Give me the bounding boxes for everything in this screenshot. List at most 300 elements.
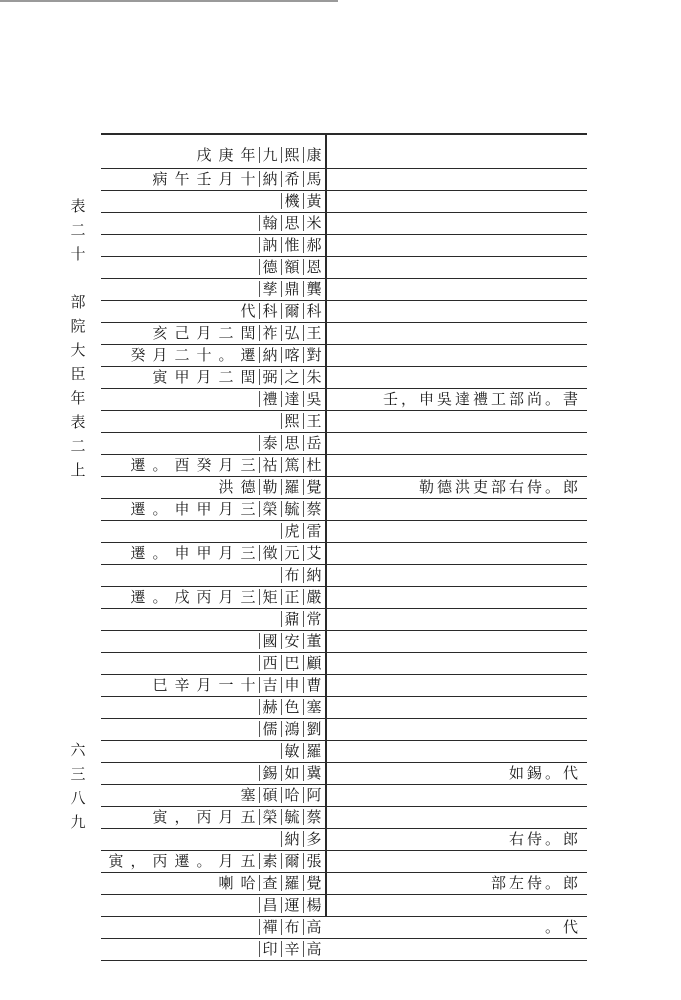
left-char: 甲 bbox=[196, 544, 212, 562]
right-cell bbox=[333, 322, 581, 344]
left-char: 虎 bbox=[281, 520, 303, 542]
right-cell bbox=[333, 498, 581, 520]
left-cell bbox=[101, 256, 325, 278]
left-char: 希 bbox=[281, 168, 303, 190]
side-char: 年 bbox=[70, 389, 86, 407]
left-char: 月 bbox=[218, 588, 234, 606]
left-char: 月 bbox=[218, 170, 234, 188]
left-cell bbox=[101, 762, 325, 784]
left-cell bbox=[101, 410, 325, 432]
left-char: 龔 bbox=[303, 278, 325, 300]
left-char: 德 bbox=[240, 478, 256, 496]
table-row bbox=[101, 718, 587, 740]
left-char: 納 bbox=[259, 168, 281, 190]
left-char: 常 bbox=[303, 608, 325, 630]
left-char: 丙 bbox=[152, 852, 168, 870]
table-row bbox=[101, 762, 587, 784]
left-char: 癸 bbox=[196, 456, 212, 474]
left-char: 禮 bbox=[259, 388, 281, 410]
left-char: 喀 bbox=[281, 344, 303, 366]
table-row bbox=[101, 608, 587, 630]
left-char: 甲 bbox=[196, 500, 212, 518]
left-char: 艾 bbox=[303, 542, 325, 564]
table-row bbox=[101, 916, 587, 938]
left-char: 查 bbox=[259, 872, 281, 894]
left-char: 閏 bbox=[240, 368, 256, 386]
left-char: 額 bbox=[281, 256, 303, 278]
table-row bbox=[101, 144, 587, 166]
left-cell bbox=[101, 674, 325, 696]
left-cell bbox=[101, 168, 325, 190]
left-char: 寅 bbox=[108, 852, 124, 870]
left-char: 馬 bbox=[303, 168, 325, 190]
left-char: 禪 bbox=[259, 916, 281, 938]
left-char: 寅 bbox=[152, 808, 168, 826]
left-char: 蔡 bbox=[303, 806, 325, 828]
table-row bbox=[101, 850, 587, 872]
left-char: 國 bbox=[259, 630, 281, 652]
left-char: 二 bbox=[174, 346, 190, 364]
table-row bbox=[101, 674, 587, 696]
side-char bbox=[66, 266, 90, 290]
left-cell bbox=[101, 344, 325, 366]
right-cell bbox=[333, 366, 581, 388]
left-char: 達 bbox=[281, 388, 303, 410]
left-char: 月 bbox=[218, 544, 234, 562]
left-char: 。 bbox=[196, 852, 212, 870]
right-cell bbox=[333, 674, 581, 696]
page-number-vertical bbox=[66, 738, 90, 834]
left-char: 納 bbox=[259, 344, 281, 366]
left-char: 翰 bbox=[259, 212, 281, 234]
side-char: 十 bbox=[70, 245, 86, 263]
left-char: 病 bbox=[152, 170, 168, 188]
left-char: 十 bbox=[240, 676, 256, 694]
left-char: 遷 bbox=[130, 456, 146, 474]
left-char: 遷 bbox=[174, 852, 190, 870]
table-row bbox=[101, 256, 587, 278]
table-row bbox=[101, 300, 587, 322]
left-char: 之 bbox=[281, 366, 303, 388]
side-char: 三 bbox=[70, 765, 86, 783]
left-cell bbox=[101, 498, 325, 520]
left-char: 運 bbox=[281, 894, 303, 916]
left-char: 二 bbox=[218, 368, 234, 386]
left-char: 毓 bbox=[281, 498, 303, 520]
left-cell bbox=[101, 300, 325, 322]
left-char: 康 bbox=[303, 144, 325, 166]
table-row bbox=[101, 784, 587, 806]
left-char: 正 bbox=[281, 586, 303, 608]
table-row bbox=[101, 212, 587, 234]
left-char: 鼎 bbox=[281, 278, 303, 300]
left-char: 董 bbox=[303, 630, 325, 652]
left-char: 科 bbox=[259, 300, 281, 322]
left-char: 冀 bbox=[303, 762, 325, 784]
left-char: 月 bbox=[152, 346, 168, 364]
left-char: 戌 bbox=[196, 145, 212, 164]
side-char: 八 bbox=[70, 789, 86, 807]
left-char: 洪 bbox=[218, 478, 234, 496]
left-char: 熙 bbox=[281, 144, 303, 166]
table-row bbox=[101, 740, 587, 762]
right-cell bbox=[333, 696, 581, 718]
left-char: 月 bbox=[218, 456, 234, 474]
left-char: 三 bbox=[240, 544, 256, 562]
left-char: 錫 bbox=[259, 762, 281, 784]
left-cell bbox=[101, 850, 325, 872]
left-char: 如 bbox=[281, 762, 303, 784]
left-char: 三 bbox=[240, 588, 256, 606]
left-char: 巴 bbox=[281, 652, 303, 674]
right-cell bbox=[333, 630, 581, 652]
right-cell bbox=[333, 894, 581, 916]
table-row bbox=[101, 806, 587, 828]
table-row bbox=[101, 344, 587, 366]
left-char: 印 bbox=[259, 938, 281, 960]
side-char: 表 bbox=[70, 413, 86, 431]
left-char: 機 bbox=[281, 190, 303, 212]
left-char: 戌 bbox=[174, 588, 190, 606]
left-char: 閏 bbox=[240, 324, 256, 342]
left-char: 遷 bbox=[240, 346, 256, 364]
table-row bbox=[101, 476, 587, 498]
left-cell bbox=[101, 366, 325, 388]
left-cell bbox=[101, 520, 325, 542]
left-char: 五 bbox=[240, 808, 256, 826]
left-char: 孳 bbox=[259, 278, 281, 300]
left-char: 徵 bbox=[259, 542, 281, 564]
left-char: 岳 bbox=[303, 432, 325, 454]
left-char: 塞 bbox=[240, 786, 256, 804]
left-char: 遷 bbox=[130, 588, 146, 606]
right-cell bbox=[333, 718, 581, 740]
left-char: 弼 bbox=[259, 366, 281, 388]
left-char: 鴻 bbox=[281, 718, 303, 740]
right-cell bbox=[333, 278, 581, 300]
right-cell bbox=[333, 344, 581, 366]
side-char: 二 bbox=[70, 437, 86, 455]
side-char: 部 bbox=[70, 293, 86, 311]
left-cell bbox=[101, 388, 325, 410]
left-char: 鼐 bbox=[281, 608, 303, 630]
right-cell: 部左侍。郎 bbox=[490, 874, 581, 892]
right-cell bbox=[333, 168, 581, 190]
left-cell bbox=[101, 564, 325, 586]
left-char: 丙 bbox=[196, 808, 212, 826]
left-cell bbox=[101, 476, 325, 498]
right-cell bbox=[333, 652, 581, 674]
left-char: 思 bbox=[281, 212, 303, 234]
left-char: 高 bbox=[303, 938, 325, 960]
left-char: 熙 bbox=[281, 410, 303, 432]
table-row bbox=[101, 520, 587, 542]
left-char: 塞 bbox=[303, 696, 325, 718]
left-cell bbox=[101, 212, 325, 234]
left-char: 勒 bbox=[259, 476, 281, 498]
table-row bbox=[101, 234, 587, 256]
right-cell bbox=[333, 432, 581, 454]
right-cell bbox=[333, 784, 581, 806]
left-char: 杜 bbox=[303, 454, 325, 476]
left-char: 嚴 bbox=[303, 586, 325, 608]
left-char: 五 bbox=[240, 852, 256, 870]
table-row bbox=[101, 586, 587, 608]
left-cell bbox=[101, 454, 325, 476]
side-char: 大 bbox=[70, 341, 86, 359]
left-char: 榮 bbox=[259, 806, 281, 828]
right-cell bbox=[333, 740, 581, 762]
left-char: 月 bbox=[218, 808, 234, 826]
left-char: 年 bbox=[240, 145, 256, 164]
right-cell bbox=[333, 256, 581, 278]
left-char: 羅 bbox=[281, 872, 303, 894]
left-char: 碩 bbox=[259, 784, 281, 806]
left-cell bbox=[101, 894, 325, 916]
left-char: 敏 bbox=[281, 740, 303, 762]
minister-table bbox=[101, 133, 587, 958]
left-char: 月 bbox=[196, 676, 212, 694]
left-char: 月 bbox=[218, 852, 234, 870]
left-char: 吳 bbox=[303, 388, 325, 410]
left-char: 米 bbox=[303, 212, 325, 234]
left-char: 代 bbox=[240, 302, 256, 320]
left-char: 哈 bbox=[281, 784, 303, 806]
left-char: 羅 bbox=[281, 476, 303, 498]
left-char: 弘 bbox=[281, 322, 303, 344]
table-row bbox=[101, 278, 587, 300]
left-char: 高 bbox=[303, 916, 325, 938]
left-char: 色 bbox=[281, 696, 303, 718]
left-char: 昌 bbox=[259, 894, 281, 916]
left-char: 三 bbox=[240, 456, 256, 474]
left-char: 二 bbox=[218, 324, 234, 342]
left-char: 祚 bbox=[259, 322, 281, 344]
right-cell bbox=[333, 144, 581, 166]
row-rule bbox=[101, 133, 587, 135]
left-char: 安 bbox=[281, 630, 303, 652]
left-char: 巳 bbox=[152, 676, 168, 694]
left-char: 布 bbox=[281, 564, 303, 586]
left-char: 雷 bbox=[303, 520, 325, 542]
right-cell bbox=[333, 564, 581, 586]
table-row bbox=[101, 388, 587, 410]
table-row bbox=[101, 938, 587, 960]
left-char: 癸 bbox=[130, 346, 146, 364]
table-row bbox=[101, 432, 587, 454]
right-cell: 如錫。代 bbox=[508, 764, 581, 782]
left-cell bbox=[101, 652, 325, 674]
table-row bbox=[101, 872, 587, 894]
left-char: 羅 bbox=[303, 740, 325, 762]
left-char: 。 bbox=[152, 588, 168, 606]
right-cell bbox=[333, 410, 581, 432]
left-char: 辛 bbox=[281, 938, 303, 960]
table-row bbox=[101, 652, 587, 674]
right-cell: 勒德洪吏部右侍。郎 bbox=[418, 478, 581, 496]
table-row bbox=[101, 190, 587, 212]
left-char: 楊 bbox=[303, 894, 325, 916]
left-char: 思 bbox=[281, 432, 303, 454]
right-cell bbox=[333, 542, 581, 564]
left-char: 吉 bbox=[259, 674, 281, 696]
left-char: 惟 bbox=[281, 234, 303, 256]
left-char: 申 bbox=[281, 674, 303, 696]
left-char: 矩 bbox=[259, 586, 281, 608]
side-char: 上 bbox=[70, 461, 86, 479]
left-cell bbox=[101, 828, 325, 850]
left-cell bbox=[101, 784, 325, 806]
left-cell bbox=[101, 696, 325, 718]
left-char: ， bbox=[174, 808, 190, 826]
table-row bbox=[101, 696, 587, 718]
left-char: 月 bbox=[196, 324, 212, 342]
right-cell bbox=[333, 234, 581, 256]
row-rule bbox=[101, 960, 587, 961]
left-cell bbox=[101, 938, 325, 960]
left-char: 甲 bbox=[174, 368, 190, 386]
right-cell bbox=[333, 190, 581, 212]
side-char: 院 bbox=[70, 317, 86, 335]
left-char: 榮 bbox=[259, 498, 281, 520]
table-row bbox=[101, 542, 587, 564]
right-cell bbox=[333, 608, 581, 630]
left-cell bbox=[101, 630, 325, 652]
left-char: 申 bbox=[174, 544, 190, 562]
left-char: 三 bbox=[240, 500, 256, 518]
left-char: 訥 bbox=[259, 234, 281, 256]
left-char: 劉 bbox=[303, 718, 325, 740]
left-char: 納 bbox=[303, 564, 325, 586]
left-cell bbox=[101, 542, 325, 564]
left-cell bbox=[101, 916, 325, 938]
side-char: 表 bbox=[70, 197, 86, 215]
left-cell bbox=[101, 144, 325, 166]
left-char: 遷 bbox=[130, 544, 146, 562]
left-char: 亥 bbox=[152, 324, 168, 342]
left-cell bbox=[101, 190, 325, 212]
right-cell bbox=[333, 938, 581, 960]
left-char: ， bbox=[130, 852, 146, 870]
table-row bbox=[101, 322, 587, 344]
left-char: 辛 bbox=[174, 676, 190, 694]
left-cell bbox=[101, 322, 325, 344]
left-char: 科 bbox=[303, 300, 325, 322]
left-cell bbox=[101, 740, 325, 762]
right-cell bbox=[333, 586, 581, 608]
left-cell bbox=[101, 234, 325, 256]
left-char: 布 bbox=[281, 916, 303, 938]
side-char: 九 bbox=[70, 813, 86, 831]
left-char: 張 bbox=[303, 850, 325, 872]
right-cell bbox=[333, 520, 581, 542]
left-char: 。 bbox=[152, 500, 168, 518]
left-char: 酉 bbox=[174, 456, 190, 474]
left-char: 月 bbox=[218, 500, 234, 518]
left-char: 郝 bbox=[303, 234, 325, 256]
left-char: 喇 bbox=[218, 874, 234, 892]
left-char: 一 bbox=[218, 676, 234, 694]
left-char: 對 bbox=[303, 344, 325, 366]
left-char: 阿 bbox=[303, 784, 325, 806]
left-char: 赫 bbox=[259, 696, 281, 718]
table-row bbox=[101, 630, 587, 652]
left-char: 覺 bbox=[303, 872, 325, 894]
left-char: 覺 bbox=[303, 476, 325, 498]
right-cell: 。代 bbox=[544, 918, 581, 936]
right-cell bbox=[333, 806, 581, 828]
left-char: 爾 bbox=[281, 850, 303, 872]
left-char: 祜 bbox=[259, 454, 281, 476]
side-char: 二 bbox=[70, 221, 86, 239]
table-row bbox=[101, 454, 587, 476]
left-char: 庚 bbox=[218, 145, 234, 164]
left-char: 毓 bbox=[281, 806, 303, 828]
left-char: 。 bbox=[152, 456, 168, 474]
left-char: 十 bbox=[240, 170, 256, 188]
left-cell bbox=[101, 872, 325, 894]
left-char: 月 bbox=[196, 368, 212, 386]
left-char: 納 bbox=[281, 828, 303, 850]
table-row bbox=[101, 828, 587, 850]
left-char: 元 bbox=[281, 542, 303, 564]
left-char: 顧 bbox=[303, 652, 325, 674]
right-cell bbox=[333, 300, 581, 322]
left-char: 己 bbox=[174, 324, 190, 342]
left-char: 壬 bbox=[196, 170, 212, 188]
left-char: 九 bbox=[259, 144, 281, 166]
right-cell: 右侍。郎 bbox=[508, 830, 581, 848]
left-char: 朱 bbox=[303, 366, 325, 388]
right-cell bbox=[333, 454, 581, 476]
left-char: 泰 bbox=[259, 432, 281, 454]
left-char: 十 bbox=[196, 346, 212, 364]
left-char: 遷 bbox=[130, 500, 146, 518]
right-cell bbox=[333, 850, 581, 872]
side-char: 臣 bbox=[70, 365, 86, 383]
left-char: 王 bbox=[303, 322, 325, 344]
left-char: 蔡 bbox=[303, 498, 325, 520]
left-char: 儒 bbox=[259, 718, 281, 740]
table-row bbox=[101, 410, 587, 432]
right-cell bbox=[333, 212, 581, 234]
left-char: 丙 bbox=[196, 588, 212, 606]
page-heading-vertical bbox=[66, 194, 90, 482]
left-char: 素 bbox=[259, 850, 281, 872]
table-row bbox=[101, 894, 587, 916]
left-char: 多 bbox=[303, 828, 325, 850]
left-cell bbox=[101, 278, 325, 300]
left-char: 寅 bbox=[152, 368, 168, 386]
left-char: 午 bbox=[174, 170, 190, 188]
left-char: 西 bbox=[259, 652, 281, 674]
left-char: 爾 bbox=[281, 300, 303, 322]
left-cell bbox=[101, 718, 325, 740]
left-char: 王 bbox=[303, 410, 325, 432]
left-cell bbox=[101, 608, 325, 630]
left-char: 。 bbox=[152, 544, 168, 562]
table-row bbox=[101, 366, 587, 388]
left-char: 恩 bbox=[303, 256, 325, 278]
left-char: 德 bbox=[259, 256, 281, 278]
right-cell: 壬，申吳達禮工部尚。書 bbox=[382, 390, 581, 408]
left-cell bbox=[101, 806, 325, 828]
left-cell bbox=[101, 432, 325, 454]
top-rule bbox=[0, 0, 338, 2]
table-row bbox=[101, 498, 587, 520]
left-char: 篤 bbox=[281, 454, 303, 476]
left-char: 申 bbox=[174, 500, 190, 518]
